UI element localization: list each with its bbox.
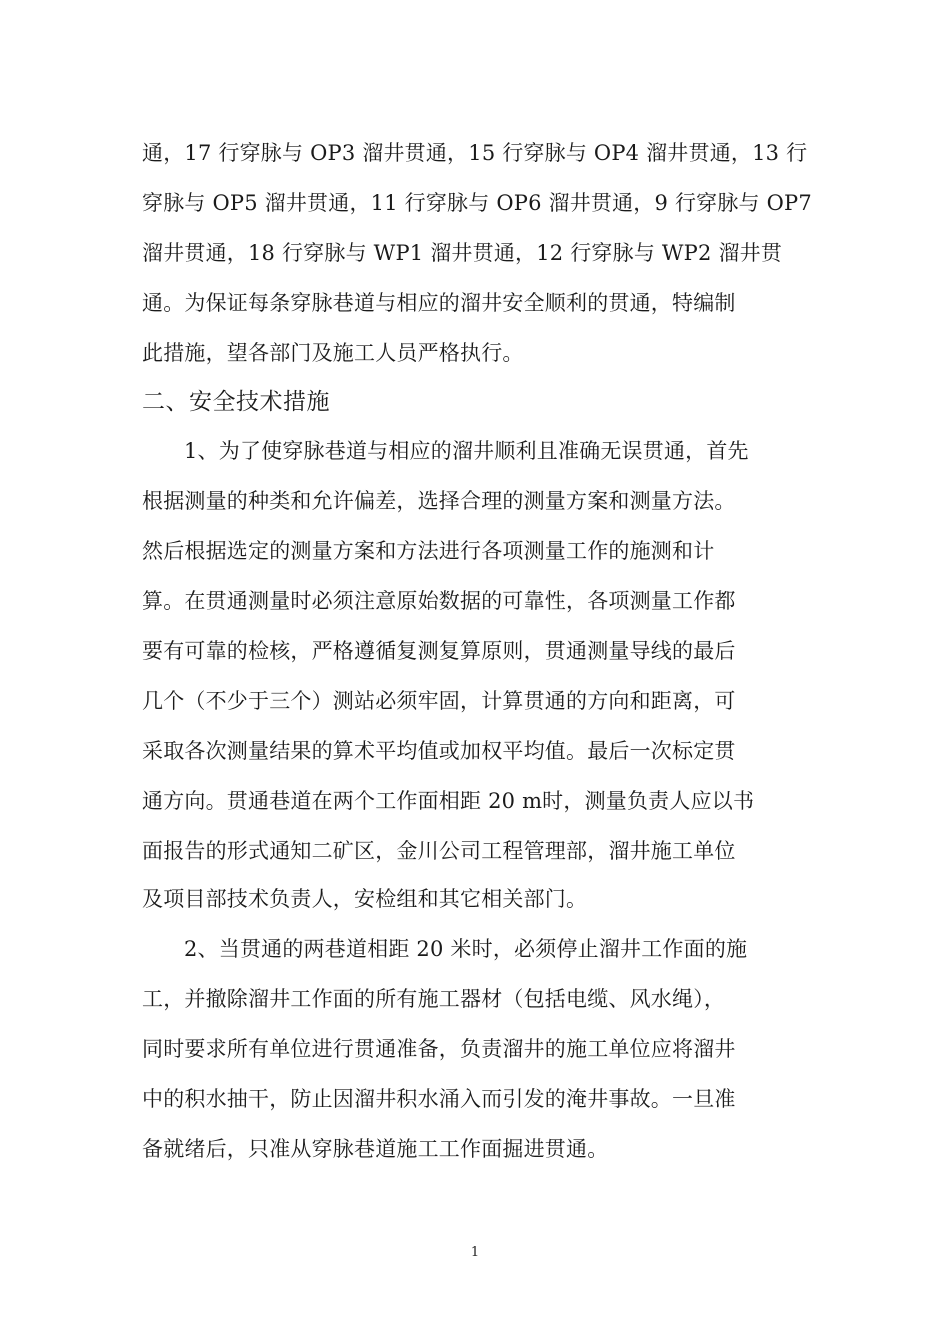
paragraph-line: 工，并撤除溜井工作面的所有施工器材（包括电缆、风水绳）， [142,987,726,1011]
section-heading: 二、安全技术措施 [142,389,330,415]
paragraph-line: 穿脉与 OP5 溜井贯通，11 行穿脉与 OP6 溜井贯通，9 行穿脉与 OP7 [142,191,812,215]
paragraph-line: 面报告的形式通知二矿区，金川公司工程管理部，溜井施工单位 [142,839,736,863]
paragraph-line: 几个（不少于三个）测站必须牢固，计算贯通的方向和距离，可 [142,689,736,713]
paragraph-line: 此措施，望各部门及施工人员严格执行。 [142,341,524,365]
paragraph-line: 及项目部技术负责人，安检组和其它相关部门。 [142,887,588,911]
paragraph-line: 采取各次测量结果的算术平均值或加权平均值。最后一次标定贯 [142,739,736,763]
paragraph-line: 1、为了使穿脉巷道与相应的溜井顺利且准确无误贯通，首先 [184,439,749,463]
paragraph-line: 通，17 行穿脉与 OP3 溜井贯通，15 行穿脉与 OP4 溜井贯通，13 行 [142,141,808,165]
paragraph-line: 备就绪后，只准从穿脉巷道施工工作面掘进贯通。 [142,1137,609,1161]
paragraph-line: 通。为保证每条穿脉巷道与相应的溜井安全顺利的贯通，特编制 [142,291,736,315]
page-number: 1 [470,1245,480,1260]
paragraph-line: 然后根据选定的测量方案和方法进行各项测量工作的施测和计 [142,539,715,563]
paragraph-line: 算。在贯通测量时必须注意原始数据的可靠性，各项测量工作都 [142,589,736,613]
paragraph-line: 溜井贯通，18 行穿脉与 WP1 溜井贯通，12 行穿脉与 WP2 溜井贯 [142,241,783,265]
paragraph-line: 同时要求所有单位进行贯通准备，负责溜井的施工单位应将溜井 [142,1037,736,1061]
paragraph-line: 2、当贯通的两巷道相距 20 米时，必须停止溜井工作面的施 [184,937,748,961]
paragraph-line: 要有可靠的检核，严格遵循复测复算原则，贯通测量导线的最后 [142,639,736,663]
paragraph-line: 中的积水抽干，防止因溜井积水涌入而引发的淹井事故。一旦准 [142,1087,736,1111]
paragraph-line: 根据测量的种类和允许偏差，选择合理的测量方案和测量方法。 [142,489,736,513]
paragraph-line: 通方向。贯通巷道在两个工作面相距 20 m时，测量负责人应以书 [142,789,755,813]
